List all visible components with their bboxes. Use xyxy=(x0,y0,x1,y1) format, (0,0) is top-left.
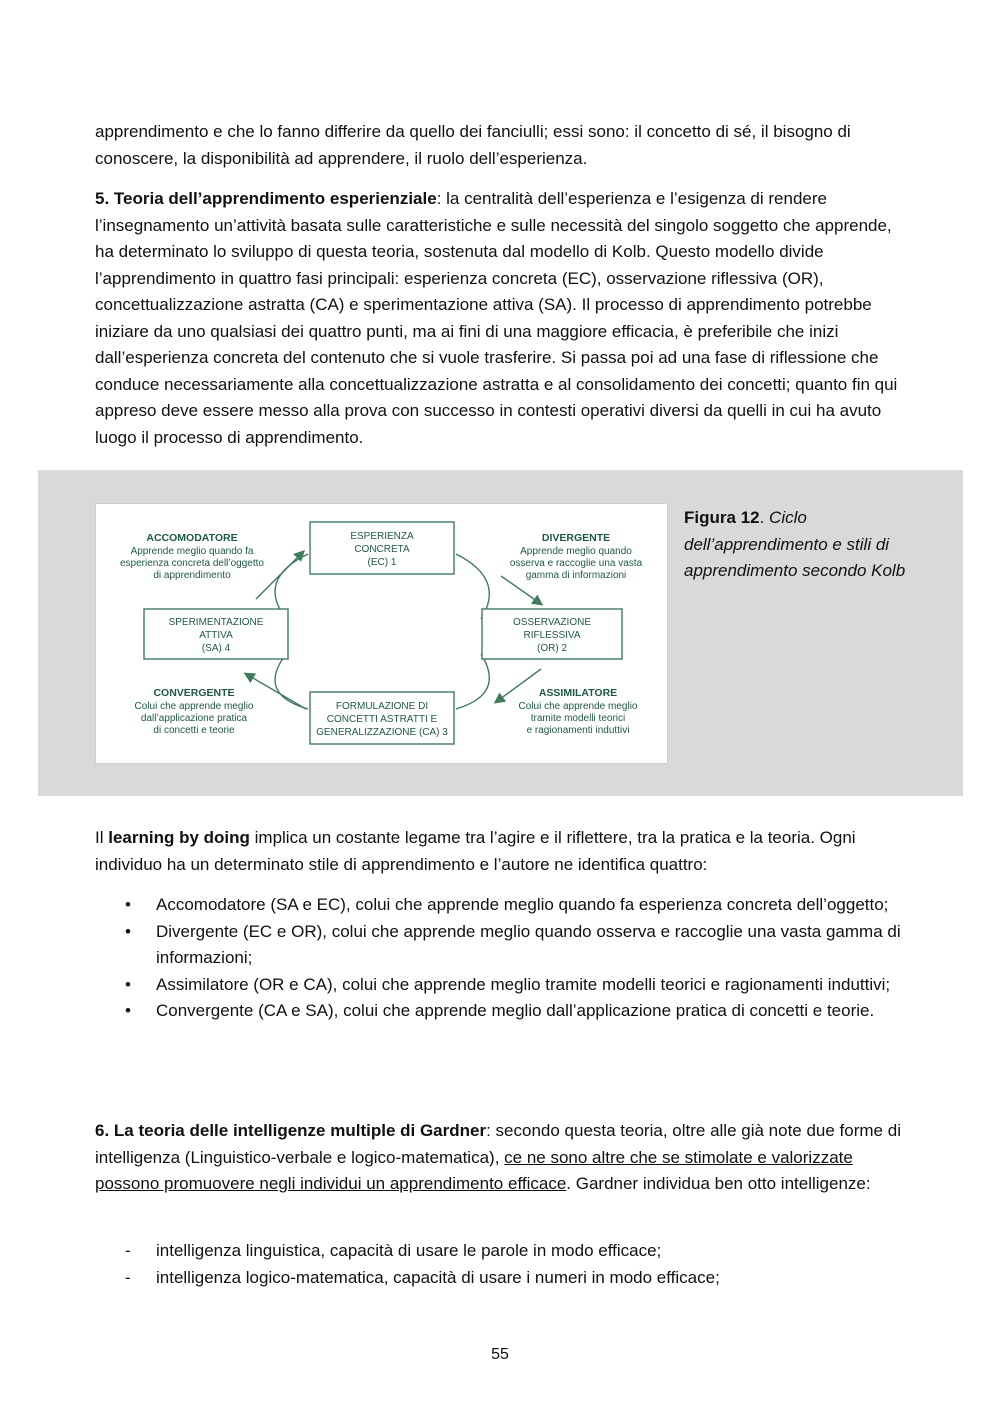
section-5-paragraph xyxy=(95,186,915,451)
bullet-marker: • xyxy=(125,974,131,994)
figure-caption xyxy=(684,505,914,585)
box-ec-line-1: ESPERIENZA xyxy=(350,531,414,542)
kolb-cycle-svg xyxy=(96,504,667,763)
box-ec-line-2: CONCRETA xyxy=(354,544,410,555)
box-ca-line-3: GENERALIZZAZIONE (CA) 3 xyxy=(316,727,448,738)
cycle-arc-bottom-right xyxy=(456,654,489,709)
figure-caption-text: Ciclo dell’apprendimento e stili di apprendimento secondo Kolb xyxy=(684,508,906,580)
dash-marker: - xyxy=(125,1241,131,1260)
box-sa-line-2: ATTIVA xyxy=(199,630,233,641)
learning-rest: implica un costante legame tra l’agire e il riflettere, tra la pratica e la teoria. Ogni individuo ha un determinato stile di apprendimento e l’autore ne identifica quattro: xyxy=(95,828,856,874)
style-accomodatore-line-2: esperienza concreta dell’oggetto xyxy=(120,558,264,569)
intelligences-list xyxy=(95,1238,915,1291)
list-item-text: Assimilatore (OR e CA), colui che apprende meglio tramite modelli teorici e ragionamenti induttivi; xyxy=(156,974,891,994)
intro-paragraph: apprendimento e che lo fanno differire da quello dei fanciulli; essi sono: il concetto di sé, il bisogno di conoscere, la disponibilità ad apprendere, il ruolo dell’esperienza. xyxy=(95,122,851,168)
box-sa-line-3: (SA) 4 xyxy=(201,643,231,654)
style-divergente-title: DIVERGENTE xyxy=(541,532,611,544)
box-or-line-1: OSSERVAZIONE xyxy=(513,617,591,628)
figure-caption-separator: . xyxy=(759,508,770,527)
bullet-marker: • xyxy=(125,1001,131,1020)
section-5-heading: 5. Teoria dell’apprendimento esperienziale xyxy=(95,189,437,208)
box-or-line-2: RIFLESSIVA xyxy=(523,630,581,641)
section-6-underlined: ce ne sono altre che se stimolate e valorizzate possono promuovere negli individui un apprendimento efficace xyxy=(95,1147,853,1193)
section-6-paragraph xyxy=(95,1118,915,1198)
learning-prefix: Il xyxy=(95,828,109,847)
kolb-cycle-diagram xyxy=(95,503,668,764)
style-convergente-title: CONVERGENTE xyxy=(153,687,235,699)
style-convergente-line-2: dall’applicazione pratica xyxy=(140,713,248,724)
style-convergente-line-1: Colui che apprende meglio xyxy=(134,701,254,712)
style-accomodatore-line-1: Apprende meglio quando fa xyxy=(130,546,254,557)
list-item xyxy=(95,919,915,972)
section-6-text-1: : secondo questa teoria, oltre alle già note due forme di intelligenza (Linguistico-verbale e logico-matematica), xyxy=(95,1121,901,1167)
style-assimilatore-line-3: e ragionamenti induttivi xyxy=(526,725,630,736)
list-item-text: Convergente (CA e SA), colui che apprende meglio dall’applicazione pratica di concetti e teorie. xyxy=(156,1001,875,1020)
style-assimilatore-line-1: Colui che apprende meglio xyxy=(518,701,638,712)
arrow-or-to-ca xyxy=(496,669,541,702)
learning-by-doing-paragraph xyxy=(95,825,915,878)
section-6-heading: 6. La teoria delle intelligenze multiple di Gardner xyxy=(95,1121,487,1140)
box-sa-line-1: SPERIMENTAZIONE xyxy=(168,617,264,628)
list-item xyxy=(95,972,915,999)
learning-styles-list xyxy=(95,892,915,1025)
bullet-marker: • xyxy=(125,895,131,914)
box-or-line-3: (OR) 2 xyxy=(537,643,567,654)
section-6-text-2: . Gardner individua ben otto intelligenze: xyxy=(566,1174,871,1193)
style-accomodatore-line-3: di apprendimento xyxy=(153,570,231,581)
style-convergente-line-3: di concetti e teorie xyxy=(153,725,235,736)
style-assimilatore-line-2: tramite modelli teorici xyxy=(530,713,626,724)
style-divergente-line-3: gamma di informazioni xyxy=(525,570,627,581)
arrow-ca-to-sa xyxy=(246,674,306,709)
box-ca-line-1: FORMULAZIONE DI xyxy=(335,701,429,712)
page-number: 55 xyxy=(491,1346,509,1363)
list-item-text: Divergente (EC e OR), colui che apprende meglio quando osserva e raccoglie una vasta gamma di informazioni; xyxy=(156,921,901,967)
style-divergente-line-2: osserva e raccoglie una vasta xyxy=(509,558,643,569)
style-divergente-line-1: Apprende meglio quando xyxy=(520,546,632,557)
section-5-body: : la centralità dell’esperienza e l’esigenza di rendere l’insegnamento un’attività basata sulle caratteristiche e sulle necessità del singolo soggetto che apprende, ha determinato lo sviluppo di questa teoria, sostenuta dal modello di Kolb. Questo modello divide l’apprendimento in quattro fasi principali: esperienza concreta (EC), osservazione riflessiva (OR), concettualizzazione astratta (CA) e sperimentazione attiva (SA). Il processo di apprendimento potrebbe iniziare da uno qualsiasi dei quattro punti, ma ai fini di una maggiore efficacia, è preferibile che inizi dall’esperienza concreta del contenuto che si vuole trasferire. Si passa poi ad una fase di riflessione che conduce necessariamente alla concettualizzazione astratta e al consolidamento dei concetti; quanto fin qui appreso deve essere messo alla prova con successo in contesti operativi diversi da quelli in cui ha avuto luogo il processo di apprendimento. xyxy=(95,189,898,447)
list-item xyxy=(95,1265,915,1292)
style-accomodatore-title: ACCOMODATORE xyxy=(146,532,238,544)
style-assimilatore-title: ASSIMILATORE xyxy=(538,687,618,699)
dash-marker: - xyxy=(125,1267,131,1287)
list-item-text: intelligenza logico-matematica, capacità di usare i numeri in modo efficace; xyxy=(156,1267,720,1287)
list-item xyxy=(95,998,915,1025)
box-ec-line-3: (EC) 1 xyxy=(367,557,397,568)
learning-by-doing-term: learning by doing xyxy=(108,828,250,847)
box-ca-line-2: CONCETTI ASTRATTI E xyxy=(326,714,438,725)
list-item-text: intelligenza linguistica, capacità di usare le parole in modo efficace; xyxy=(156,1241,662,1260)
list-item xyxy=(95,892,915,919)
list-item-text: Accomodatore (SA e EC), colui che apprende meglio quando fa esperienza concreta dell’oggetto; xyxy=(156,895,889,914)
bullet-marker: • xyxy=(125,921,131,941)
list-item xyxy=(95,1238,915,1265)
figure-caption-label: Figura 12 xyxy=(684,508,760,527)
